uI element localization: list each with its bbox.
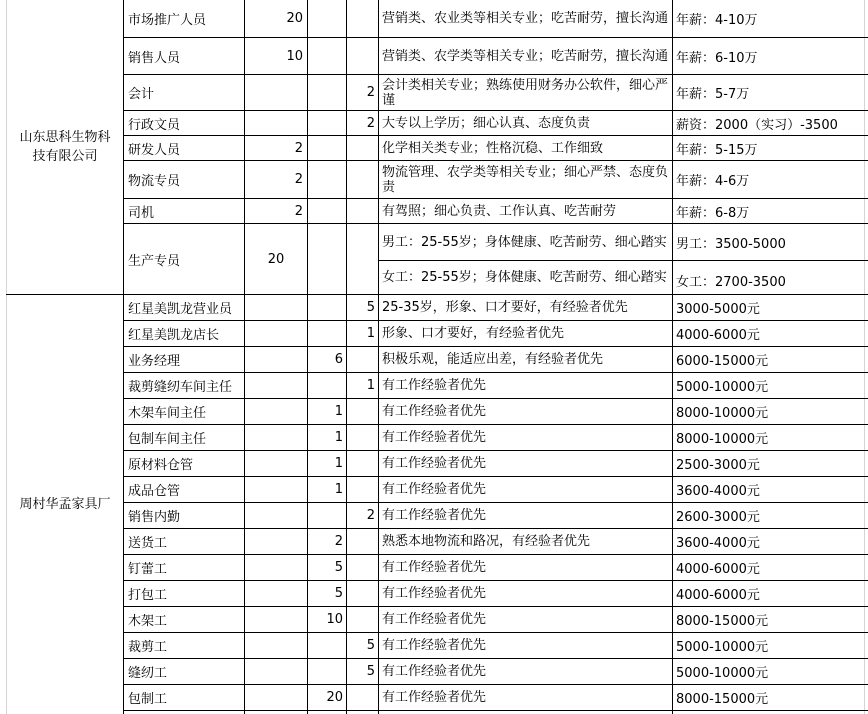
position-cell[interactable]: 成品仓管 [128, 484, 181, 499]
requirement-cell[interactable]: 25-35岁，形象、口才要好，有经验者优先 [382, 300, 628, 315]
position-cell[interactable]: 会计 [128, 87, 155, 102]
company-name: 周村华孟家具厂 [19, 497, 111, 512]
count-cell[interactable]: 5 [366, 664, 375, 679]
salary-cell[interactable]: 4000-6000元 [676, 328, 760, 343]
requirement-cell[interactable]: 有工作经验者优先 [382, 430, 487, 445]
position-cell[interactable]: 销售人员 [128, 50, 181, 66]
company-name: 山东思科生物科技有限公司 [19, 130, 111, 164]
requirement-cell[interactable]: 有工作经验者优先 [382, 508, 487, 523]
salary-cell[interactable]: 年薪：6-8万 [676, 205, 750, 221]
count-cell[interactable] [308, 161, 346, 198]
position-cell[interactable]: 木架车间主任 [128, 406, 207, 421]
position-cell[interactable]: 裁剪缝纫车间主任 [128, 380, 233, 395]
count-cell[interactable]: 5 [366, 638, 375, 653]
count-cell[interactable] [308, 111, 346, 135]
count-cell[interactable]: 20 [267, 251, 285, 267]
count-cell[interactable] [347, 399, 378, 424]
requirement-cell[interactable]: 营销类、农业类等相关专业；吃苦耐劳，擅长沟通 [382, 11, 669, 26]
count-cell[interactable] [245, 607, 307, 632]
salary-cell[interactable]: 年薪：6-10万 [676, 50, 758, 66]
count-cell[interactable]: 1 [334, 456, 343, 471]
count-cell[interactable] [245, 633, 307, 658]
count-cell[interactable] [347, 685, 378, 710]
salary-cell[interactable]: 薪资：2000（实习）-3500 [676, 117, 838, 133]
count-cell[interactable] [347, 451, 378, 476]
requirement-cell[interactable]: 有工作经验者优先 [382, 378, 487, 393]
position-cell[interactable]: 送货工 [128, 536, 168, 551]
requirement-cell[interactable]: 有工作经验者优先 [382, 664, 487, 679]
count-cell[interactable] [308, 321, 346, 346]
count-cell[interactable] [245, 373, 307, 398]
position-cell[interactable]: 红星美凯龙店长 [128, 328, 220, 343]
count-cell[interactable]: 1 [334, 404, 343, 419]
salary-cell[interactable]: 8000-15000元 [676, 614, 769, 629]
requirement-cell[interactable]: 女工：25-55岁；身体健康、吃苦耐劳、细心踏实 [382, 270, 667, 285]
requirement-cell[interactable]: 大专以上学历；细心认真、态度负责 [382, 115, 591, 131]
count-cell[interactable] [245, 451, 307, 476]
position-cell[interactable]: 钉蕾工 [128, 562, 168, 577]
count-cell[interactable] [245, 529, 307, 554]
salary-cell[interactable]: 8000-10000元 [676, 406, 769, 421]
salary-cell[interactable]: 8000-10000元 [676, 432, 769, 447]
count-cell[interactable] [347, 555, 378, 580]
count-cell[interactable]: 2 [294, 172, 303, 187]
position-cell[interactable]: 行政文员 [128, 117, 181, 133]
salary-cell[interactable]: 年薪：5-15万 [676, 142, 758, 158]
count-cell[interactable] [347, 136, 378, 160]
salary-cell[interactable]: 女工：2700-3500 [676, 275, 786, 290]
count-cell[interactable]: 20 [286, 11, 303, 26]
salary-cell[interactable]: 3600-4000元 [676, 536, 760, 551]
count-cell[interactable] [245, 425, 307, 450]
position-cell[interactable]: 裁剪工 [128, 640, 168, 655]
count-cell[interactable]: 1 [334, 482, 343, 497]
count-cell[interactable] [308, 0, 346, 37]
salary-cell[interactable]: 3600-4000元 [676, 484, 760, 499]
count-cell[interactable]: 10 [286, 48, 303, 64]
requirement-cell[interactable]: 熟悉本地物流和路况，有经验者优先 [382, 534, 591, 549]
position-cell[interactable]: 司机 [128, 205, 155, 221]
count-cell[interactable]: 5 [334, 560, 343, 575]
count-cell[interactable] [308, 295, 346, 320]
count-cell[interactable] [245, 659, 307, 684]
position-cell[interactable]: 原材料仓管 [128, 458, 194, 473]
salary-cell[interactable]: 4000-6000元 [676, 562, 760, 577]
salary-cell[interactable]: 2500-3000元 [676, 458, 760, 473]
requirement-cell[interactable]: 有驾照；细心负责、工作认真、吃苦耐劳 [382, 203, 617, 219]
count-cell[interactable] [347, 581, 378, 606]
position-cell[interactable]: 销售内勤 [128, 510, 181, 525]
count-cell[interactable]: 1 [334, 430, 343, 445]
salary-cell[interactable]: 男工：3500-5000 [676, 236, 786, 252]
salary-cell[interactable]: 6000-15000元 [676, 354, 769, 369]
requirement-cell[interactable]: 有工作经验者优先 [382, 404, 487, 419]
salary-cell[interactable]: 年薪：4-10万 [676, 13, 758, 28]
salary-cell[interactable]: 5000-10000元 [676, 640, 769, 655]
count-cell[interactable] [245, 555, 307, 580]
count-cell[interactable] [245, 75, 307, 110]
count-cell[interactable] [245, 685, 307, 710]
count-cell[interactable] [347, 529, 378, 554]
requirement-cell[interactable]: 营销类、农学类等相关专业；吃苦耐劳，擅长沟通 [382, 48, 669, 64]
requirement-cell[interactable]: 男工：25-55岁；身体健康、吃苦耐劳、细心踏实 [382, 234, 667, 250]
count-cell[interactable] [308, 136, 346, 160]
position-cell[interactable]: 红星美凯龙营业员 [128, 302, 233, 317]
count-cell[interactable] [347, 38, 378, 74]
count-cell[interactable]: 2 [294, 140, 303, 156]
count-cell[interactable] [347, 161, 378, 198]
position-cell[interactable]: 研发人员 [128, 142, 181, 158]
count-cell[interactable]: 5 [366, 300, 375, 315]
count-cell[interactable] [308, 38, 346, 74]
count-cell[interactable] [245, 321, 307, 346]
requirement-cell[interactable]: 积极乐观，能适应出差，有经验者优先 [382, 352, 604, 367]
position-cell[interactable]: 物流专员 [128, 174, 181, 189]
count-cell[interactable]: 2 [366, 85, 375, 100]
requirement-cell[interactable]: 会计类相关专业；熟练使用财务办公软件，细心严谨 [382, 77, 669, 108]
row-divider [123, 710, 868, 711]
requirement-cell[interactable]: 有工作经验者优先 [382, 690, 487, 705]
position-cell[interactable]: 包制工 [128, 692, 168, 707]
count-cell[interactable] [245, 399, 307, 424]
count-cell[interactable] [347, 425, 378, 450]
requirement-cell[interactable]: 化学相关类专业；性格沉稳、工作细致 [382, 140, 604, 156]
count-cell[interactable]: 2 [294, 203, 303, 219]
count-cell[interactable]: 1 [366, 326, 375, 341]
count-cell[interactable] [347, 607, 378, 632]
requirement-cell[interactable]: 有工作经验者优先 [382, 456, 487, 471]
salary-cell[interactable]: 3000-5000元 [676, 302, 760, 317]
count-cell[interactable] [347, 199, 378, 223]
count-cell[interactable] [245, 295, 307, 320]
count-cell[interactable] [308, 659, 346, 684]
count-cell[interactable]: 20 [326, 690, 343, 705]
count-cell[interactable]: 6 [334, 352, 343, 367]
count-cell[interactable] [308, 373, 346, 398]
count-cell[interactable]: 5 [334, 586, 343, 601]
count-cell[interactable]: 1 [366, 378, 375, 393]
position-cell[interactable]: 打包工 [128, 588, 168, 603]
requirement-cell[interactable]: 形象、口才要好，有经验者优先 [382, 326, 565, 341]
count-cell[interactable] [245, 347, 307, 372]
position-cell[interactable]: 包制车间主任 [128, 432, 207, 447]
requirement-cell[interactable]: 有工作经验者优先 [382, 482, 487, 497]
position-cell[interactable]: 市场推广人员 [128, 13, 207, 28]
count-cell[interactable]: 10 [326, 612, 343, 627]
count-cell[interactable] [347, 477, 378, 502]
count-cell[interactable] [347, 0, 378, 37]
salary-cell[interactable]: 5000-10000元 [676, 666, 769, 681]
salary-cell[interactable]: 年薪：5-7万 [676, 87, 750, 102]
requirement-cell[interactable]: 有工作经验者优先 [382, 638, 487, 653]
company-name-cell[interactable] [7, 295, 123, 714]
salary-cell[interactable]: 8000-15000元 [676, 692, 769, 707]
count-cell[interactable] [245, 111, 307, 135]
count-cell[interactable] [308, 633, 346, 658]
salary-cell[interactable]: 4000-6000元 [676, 588, 760, 603]
count-cell[interactable] [245, 581, 307, 606]
count-cell[interactable] [308, 503, 346, 528]
requirement-cell[interactable]: 物流管理、农学类等相关专业；细心严禁、态度负责 [382, 164, 669, 195]
position-cell[interactable]: 缝纫工 [128, 666, 168, 681]
count-cell[interactable]: 2 [366, 115, 375, 131]
requirement-cell[interactable]: 有工作经验者优先 [382, 612, 487, 627]
company-name-cell[interactable] [7, 0, 123, 294]
salary-cell[interactable]: 2600-3000元 [676, 510, 760, 525]
requirement-cell[interactable]: 有工作经验者优先 [382, 586, 487, 601]
count-cell[interactable] [308, 199, 346, 223]
salary-cell[interactable]: 年薪：4-6万 [676, 174, 750, 189]
position-cell[interactable]: 生产专员 [128, 253, 181, 269]
count-cell[interactable] [245, 477, 307, 502]
position-cell[interactable]: 业务经理 [128, 354, 181, 369]
requirement-cell[interactable]: 有工作经验者优先 [382, 560, 487, 575]
salary-cell[interactable]: 5000-10000元 [676, 380, 769, 395]
count-cell[interactable] [308, 75, 346, 110]
count-cell[interactable] [347, 347, 378, 372]
count-cell[interactable] [245, 503, 307, 528]
count-cell[interactable]: 2 [366, 508, 375, 523]
position-cell[interactable]: 木架工 [128, 614, 168, 629]
count-cell[interactable]: 2 [334, 534, 343, 549]
